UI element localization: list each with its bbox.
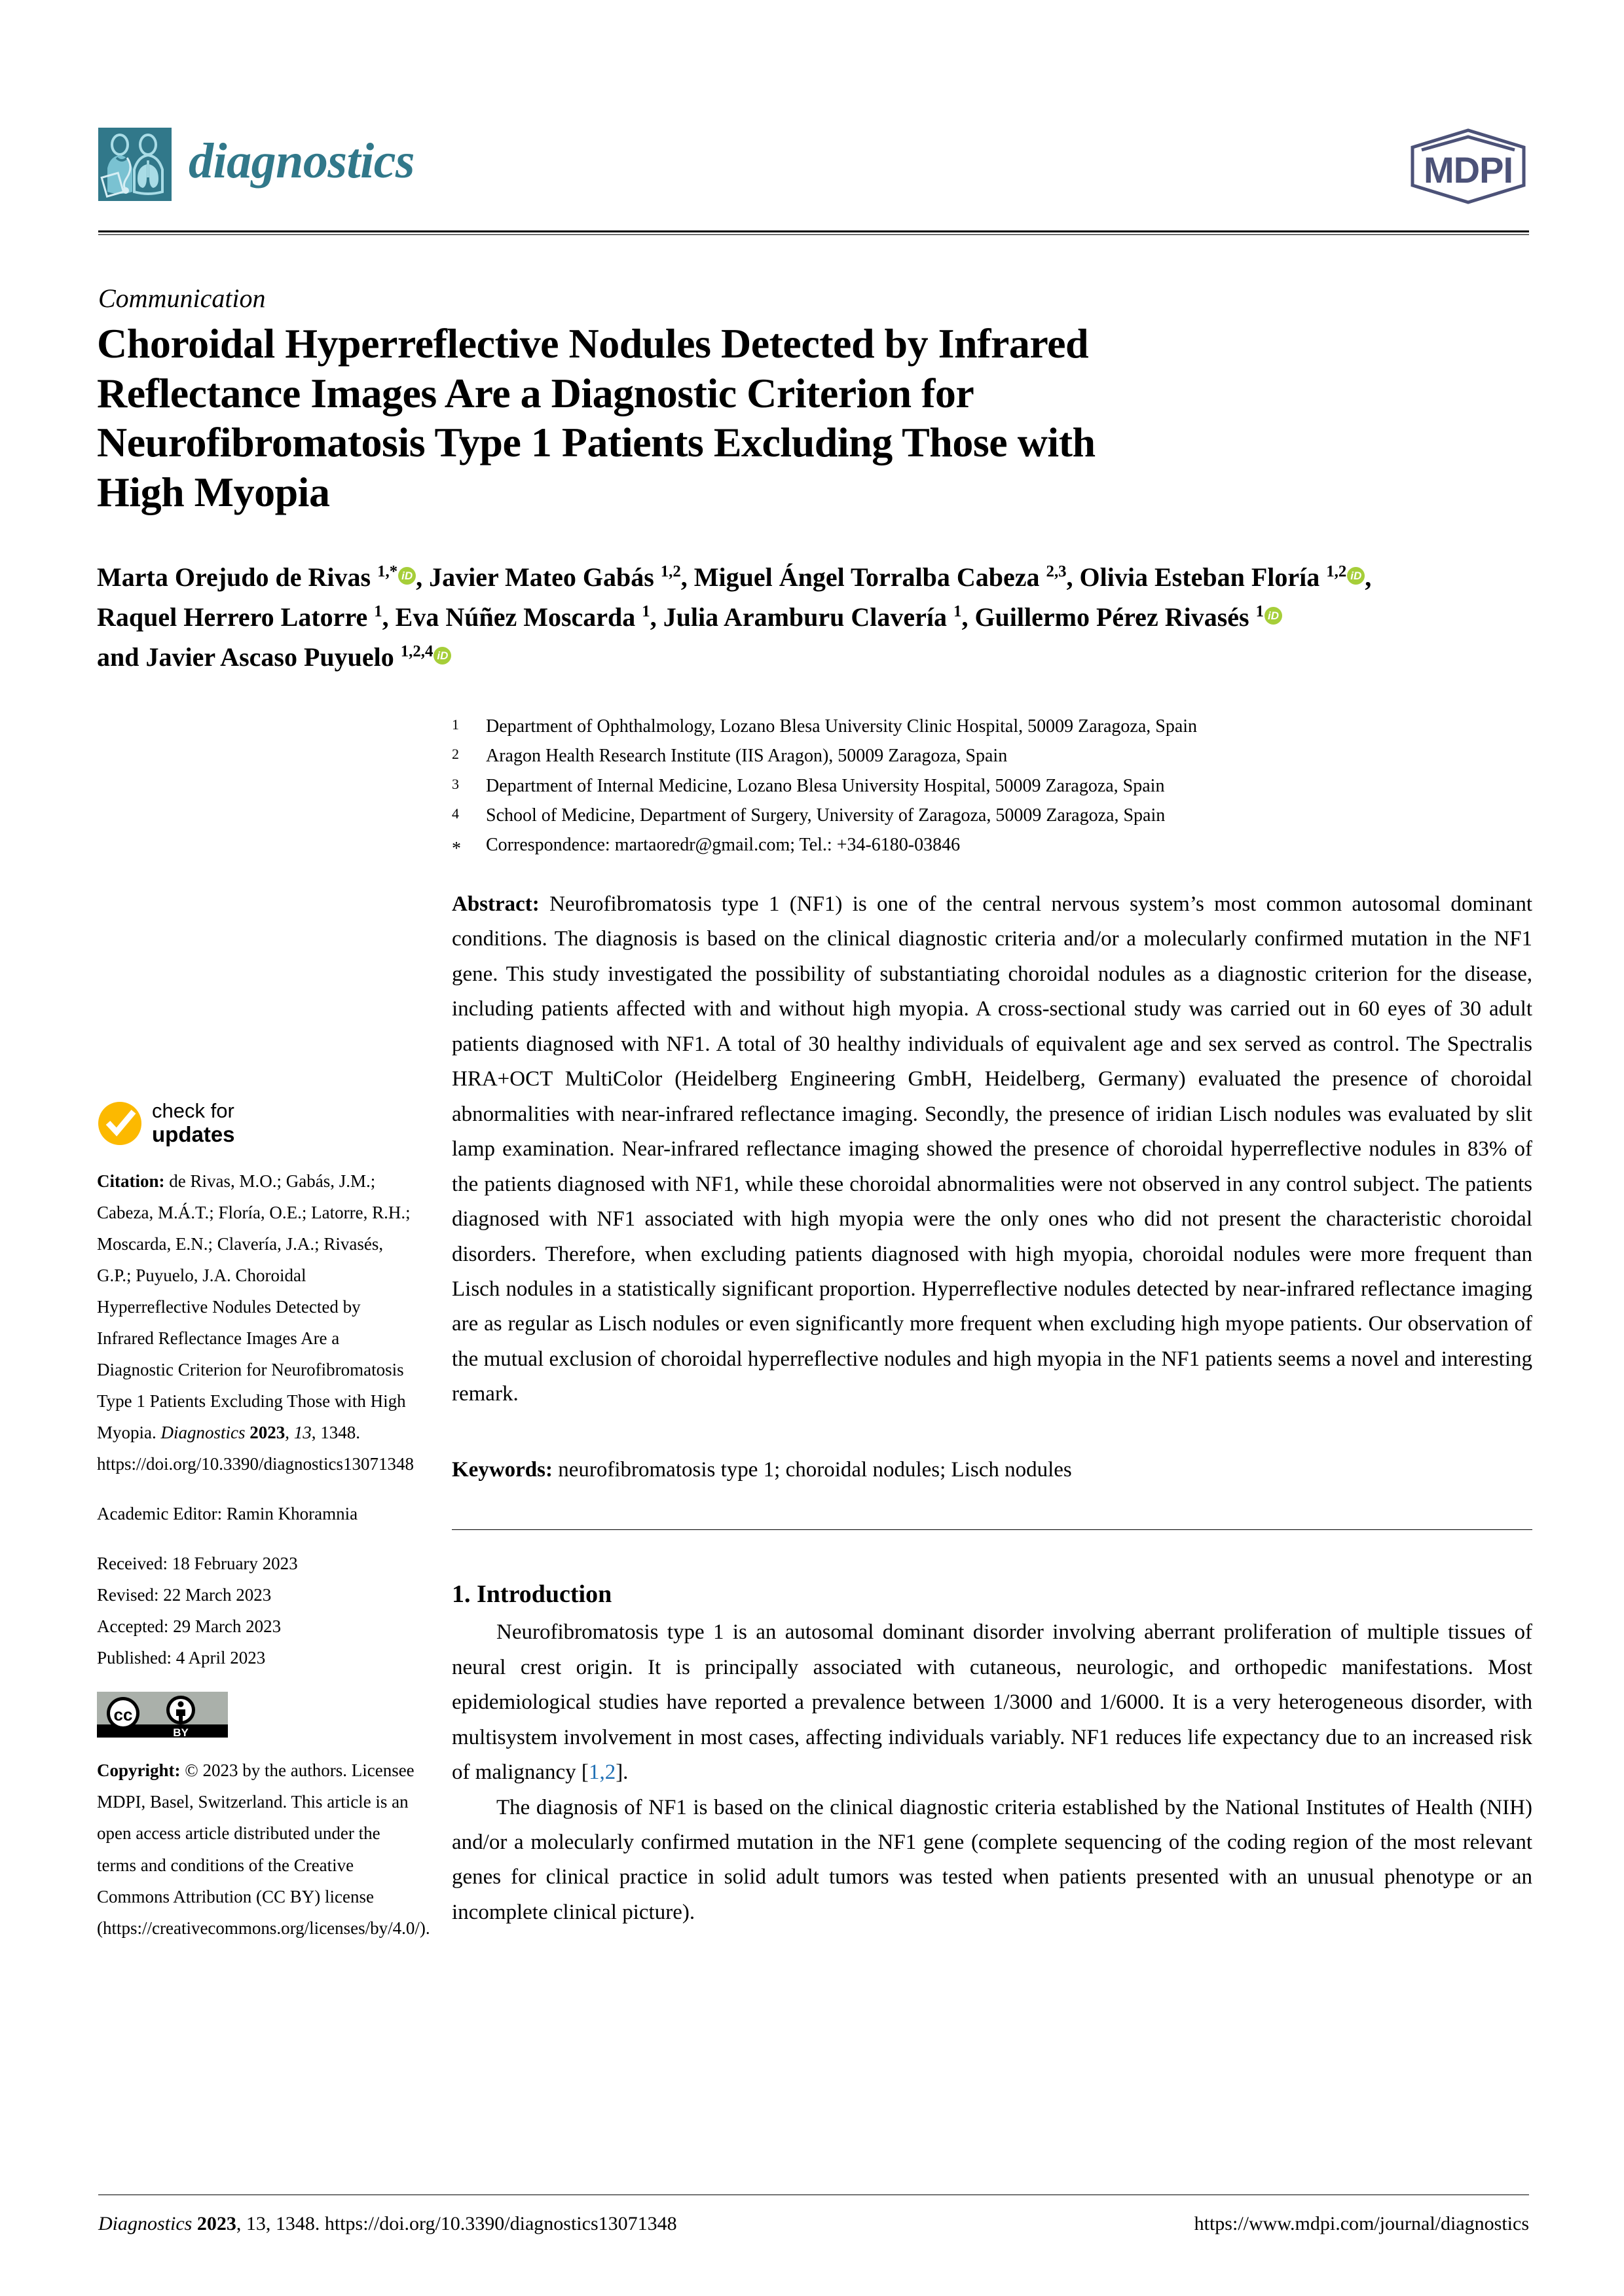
- keywords: [452, 1453, 1532, 1487]
- paragraph-text: Neurofibromatosis type 1 is an autosomal dominant disorder involving aberrant proliferation of multiple tissues of neural crest origin. It is principally associated with cutaneous, neurologic, and orthopedic manifestations. Most epidemiological studies have reported a prevalence between 1/3000 and 1/6000. It is a very heterogeneous disorder, with multisystem involvement in most cases, affecting individuals variably. NF1 reduces life expectancy due to an increased risk of malignancy [: [452, 1620, 1532, 1785]
- affiliation-marker: 1: [452, 716, 459, 733]
- copyright-text: © 2023 by the authors. Licensee MDPI, Basel, Switzerland. This article is an open access article distributed under the terms and conditions of the Creative Commons Attribution (CC BY) license (https://creativecommons.org/licenses/by/4.0/).: [97, 1760, 430, 1938]
- mdpi-logo[interactable]: [1407, 128, 1529, 205]
- footer-right[interactable]: https://www.mdpi.com/journal/diagnostics: [1194, 2213, 1529, 2234]
- affiliation-item: [452, 712, 1532, 741]
- check-for-updates-badge[interactable]: [97, 1100, 418, 1147]
- abstract-label: Abstract:: [452, 892, 540, 916]
- copyright-block: [97, 1755, 430, 1943]
- affiliation-list: [452, 712, 1532, 864]
- affiliation-text: Department of Ophthalmology, Lozano Blesa University Clinic Hospital, 50009 Zaragoza, Spain: [486, 716, 1198, 737]
- title-line: High Myopia: [97, 468, 330, 515]
- author-line[interactable]: Raquel Herrero Latorre $^1$, Eva Núñez Moscarda $^1$, Julia Aramburu Clavería $^1$, Guillermo Pérez Rivasés $^1$ iD: [97, 598, 1531, 638]
- affiliation-item: [452, 801, 1532, 830]
- author-line[interactable]: Marta Orejudo de Rivas $^{1,*}$ iD , Javier Mateo Gabás $^{1,2}$, Miguel Ángel Torralba Cabeza $^{2,3}$, Olivia Esteban Floría $^{1,2}$ iD ,: [97, 562, 1372, 592]
- date-revised: Revised: 22 March 2023: [97, 1585, 272, 1605]
- author-list: [97, 558, 1531, 677]
- doctor-patient-icon: [98, 128, 172, 201]
- citation-volume: 13: [293, 1423, 312, 1443]
- date-received: Received: 18 February 2023: [97, 1554, 298, 1574]
- svg-text:BY: BY: [173, 1726, 189, 1738]
- title-line: Reflectance Images Are a Diagnostic Criterion for: [97, 369, 974, 416]
- affiliation-text: Department of Internal Medicine, Lozano Blesa University Hospital, 50009 Zaragoza, Spain: [486, 775, 1165, 796]
- citation-text: de Rivas, M.O.; Gabás, J.M.; Cabeza, M.Á.T.; Floría, O.E.; Latorre, R.H.; Moscarda, E.N.; Clavería, J.A.; Rivasés, G.P.; Puyuelo, J.A. Choroidal Hyperreflective Nodules Detected by Infrared Reflectance Images Are a Diagnostic Criterion for Neurofibromatosis Type 1 Patients Excluding Those with High Myopia.: [97, 1171, 411, 1443]
- check-for-updates-label: [152, 1100, 235, 1147]
- paragraph: [452, 1615, 1532, 1790]
- affiliation-marker: 4: [452, 805, 459, 822]
- citation-doi-line1[interactable]: https://doi.org/10.3390/: [97, 1454, 264, 1474]
- section-heading-introduction: 1. Introduction: [452, 1580, 612, 1609]
- section-divider: [452, 1529, 1532, 1530]
- yellow-check-circle-icon: [97, 1101, 143, 1146]
- affiliation-item: [452, 741, 1532, 771]
- journal-title: diagnostics: [189, 134, 415, 189]
- date-published: Published: 4 April 2023: [97, 1648, 266, 1668]
- journal-logo[interactable]: [98, 128, 415, 201]
- affiliation-marker: 3: [452, 775, 459, 792]
- title-line: Neurofibromatosis Type 1 Patients Excluding Those with: [97, 419, 1096, 466]
- footer-year: 2023: [196, 2213, 236, 2234]
- citation-link[interactable]: 1,2: [588, 1760, 616, 1785]
- cfu-line-2: updates: [152, 1121, 235, 1146]
- footer-rest[interactable]: , 13, 1348. https://doi.org/10.3390/diagnostics13071348: [236, 2213, 677, 2234]
- title-line: Choroidal Hyperreflective Nodules Detected by Infrared: [97, 320, 1089, 367]
- author-line[interactable]: and Javier Ascaso Puyuelo $^{1,2,4}$ iD: [97, 638, 1531, 678]
- abstract-text: Neurofibromatosis type 1 (NF1) is one of the central nervous system’s most common autosomal dominant conditions. The diagnosis is based on the clinical diagnostic criteria and/or a molecularly confirmed mutation in the NF1 gene. This study investigated the possibility of substantiating choroidal nodules as a diagnostic criterion for the disease, including patients affected with and without high myopia. A cross-sectional study was carried out in 60 eyes of 30 adult patients diagnosed with NF1. A total of 30 healthy individuals of equivalent age and sex served as control. The Spectralis HRA+OCT MultiColor (Heidelberg Engineering GmbH, Heidelberg, Germany) evaluated the presence of choroidal abnormalities with near-infrared reflectance imaging. Secondly, the presence of iridian Lisch nodules was evaluated by slit lamp examination. Near-infrared reflectance imaging showed the presence of choroidal hyperreflective nodules in 83% of the patients diagnosed with NF1, while these choroidal abnormalities were not observed in any control subject. The patients diagnosed with NF1 associated with high myopia were the only ones who did not present the characteristic choroidal disorders. Therefore, when excluding patients diagnosed with high myopia, choroidal nodules were more frequent than Lisch nodules in a statistically significant proportion. Hyperreflective nodules detected by near-infrared reflectance imaging are as regular as Lisch nodules or even significantly more frequent when excluding high myope patients. Our observation of the mutual exclusion of choroidal hyperreflective nodules and high myopia in the NF1 patients seems a novel and interesting remark.: [452, 892, 1532, 1406]
- affiliation-text: Aragon Health Research Institute (IIS Aragon), 50009 Zaragoza, Spain: [486, 746, 1008, 767]
- citation-doi-line2[interactable]: diagnostics13071348: [263, 1454, 415, 1474]
- keywords-label: Keywords:: [452, 1457, 553, 1482]
- publication-dates: [97, 1548, 418, 1673]
- header-divider-thin: [98, 234, 1529, 235]
- svg-text:cc: cc: [113, 1705, 133, 1725]
- paragraph-text-tail: ].: [616, 1760, 629, 1785]
- footer-left: [98, 2213, 677, 2235]
- affiliation-text: School of Medicine, Department of Surgery, University of Zaragoza, 50009 Zaragoza, Spain: [486, 805, 1166, 826]
- article-type: Communication: [98, 283, 266, 313]
- footer-journal: Diagnostics: [98, 2213, 193, 2234]
- citation-label: Citation:: [97, 1171, 165, 1191]
- header-divider: [98, 230, 1529, 232]
- correspondence-text[interactable]: Correspondence: martaoredr@gmail.com; Tel.: +34-6180-03846: [486, 835, 961, 856]
- citation-year: 2023: [249, 1423, 286, 1443]
- citation-journal: Diagnostics: [160, 1423, 246, 1443]
- affiliation-item: [452, 771, 1532, 801]
- citation-article-number: 1348.: [320, 1423, 361, 1443]
- main-column: [452, 887, 1532, 1930]
- date-accepted: Accepted: 29 March 2023: [97, 1616, 282, 1637]
- cfu-line-1: check for: [152, 1099, 234, 1122]
- affiliation-marker: 2: [452, 746, 459, 763]
- cc-by-license-icon[interactable]: [97, 1692, 228, 1738]
- sidebar: [97, 1099, 430, 1962]
- copyright-label: Copyright:: [97, 1760, 181, 1781]
- page-title: [97, 319, 1420, 517]
- correspondence-item: [452, 830, 1532, 864]
- keywords-text: neurofibromatosis type 1; choroidal nodules; Lisch nodules: [558, 1457, 1072, 1482]
- paragraph: The diagnosis of NF1 is based on the clinical diagnostic criteria established by the National Institutes of Health (NIH) and/or a molecularly confirmed mutation in the NF1 gene (complete sequencing of the coding region of the most relevant genes for clinical practice in solid adult tumors was tested when patients presented with an unusual phenotype or an incomplete clinical picture).: [452, 1795, 1532, 1924]
- svg-text:MDPI: MDPI: [1424, 149, 1513, 191]
- citation-block: Citation: de Rivas, M.O.; Gabás, J.M.; Cabeza, M.Á.T.; Floría, O.E.; Latorre, R.H.; Moscarda, E.N.; Clavería, J.A.; Rivasés, G.P.; Puyuelo, J.A. Choroidal Hyperreflective Nodules Detected by Infrared Reflectance Images Are a Diagnostic Criterion for Neurofibromatosis Type 1 Patients Excluding Those with High Myopia. Diagnostics 2023, 13, 1348. https://doi.org/10.3390/diagnostics13071348: [97, 1171, 415, 1474]
- page-header: [98, 128, 1529, 226]
- abstract: [452, 887, 1532, 1412]
- correspondence-marker: *: [452, 839, 461, 860]
- academic-editor: Academic Editor: Ramin Khoramnia: [97, 1504, 358, 1524]
- page-footer: [98, 2213, 1529, 2235]
